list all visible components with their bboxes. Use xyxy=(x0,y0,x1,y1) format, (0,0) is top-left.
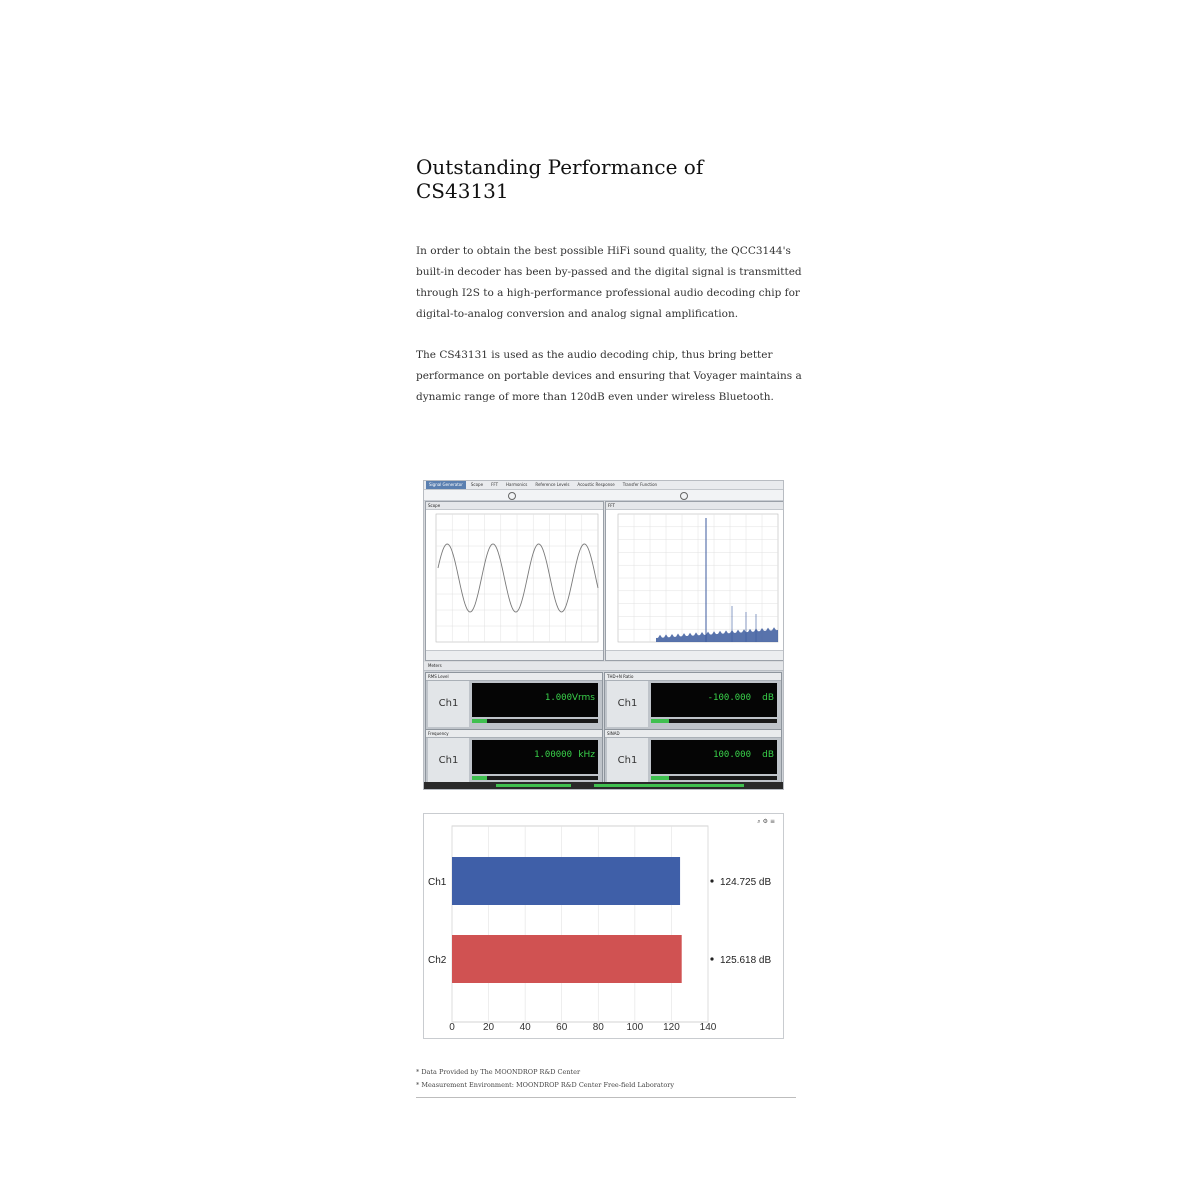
footnotes xyxy=(416,1066,796,1092)
tab-reference-levels[interactable]: Reference Levels xyxy=(535,482,570,487)
fft-pane xyxy=(605,501,784,661)
tab-harmonics[interactable]: Harmonics xyxy=(506,482,528,487)
tab-acoustic-response[interactable]: Acoustic Response xyxy=(577,482,615,487)
channel-label: Ch1 xyxy=(607,738,648,784)
meter-unit: dB xyxy=(762,693,774,703)
meter-title: THD+N Ratio xyxy=(605,673,781,681)
scope-plot xyxy=(426,510,603,650)
fft-pane-footer xyxy=(606,650,783,660)
record-icon[interactable] xyxy=(680,492,688,500)
meter-value: -100.000 xyxy=(707,693,751,703)
data-label-marker xyxy=(710,879,713,882)
data-label: 125.618 dB xyxy=(720,955,772,966)
divider-line xyxy=(416,1097,796,1098)
meters-toolbar: Meters xyxy=(424,662,784,671)
x-tick-label: 0 xyxy=(449,1022,455,1033)
data-label-marker xyxy=(710,957,713,960)
fft-plot xyxy=(606,510,783,650)
analyzer-tabbar xyxy=(424,481,784,490)
channel-label: Ch1 xyxy=(428,681,469,727)
fft-pane-title: FFT xyxy=(606,502,783,510)
level-bar xyxy=(651,719,777,723)
bar-chart-svg xyxy=(424,814,783,1038)
level-fill xyxy=(472,719,487,723)
meter-value: 1.000 xyxy=(544,693,572,703)
channel-label: Ch1 xyxy=(607,681,648,727)
status-segment xyxy=(594,784,744,787)
x-tick-label: 100 xyxy=(626,1022,644,1033)
analyzer-toolbar xyxy=(424,490,783,501)
channel-label: Ch1 xyxy=(428,738,469,784)
meter-unit: kHz xyxy=(578,750,595,760)
scope-pane-footer xyxy=(426,650,603,660)
meter-value: 1.00000 xyxy=(534,750,572,760)
meter-rms-level xyxy=(425,672,603,730)
data-label: 124.725 dB xyxy=(720,877,772,888)
title-line-2: CS43131 xyxy=(416,179,509,203)
status-segment xyxy=(496,784,571,787)
category-label: Ch1 xyxy=(428,877,447,888)
category-label: Ch2 xyxy=(428,955,447,966)
footnote-measurement-environment: * Measurement Environment: MOONDROP R&D Center Free-field Laboratory xyxy=(416,1081,675,1089)
dynamic-range-chart xyxy=(423,813,784,1039)
x-tick-label: 40 xyxy=(519,1022,531,1033)
tab-signal-generator[interactable]: Signal Generator xyxy=(426,481,466,489)
x-tick-label: 60 xyxy=(556,1022,568,1033)
x-tick-label: 20 xyxy=(483,1022,495,1033)
level-bar xyxy=(651,776,777,780)
meter-title: SINAD xyxy=(605,730,781,738)
tab-fft[interactable]: FFT xyxy=(491,482,499,487)
level-fill xyxy=(472,776,487,780)
paragraph-1: In order to obtain the best possible HiFi sound quality, the QCC3144's built-in decoder has been by-passed and the digital signal is transmitted through I2S to a high-performance professional audio decoding chip for digital-to-analog conversion and analog signal amplification. xyxy=(416,245,802,320)
footnote-data-source: * Data Provided by The MOONDROP R&D Center xyxy=(416,1068,581,1076)
meters-panel xyxy=(424,662,783,789)
meter-thdn-ratio xyxy=(604,672,782,730)
meter-title: Frequency xyxy=(426,730,602,738)
record-icon[interactable] xyxy=(508,492,516,500)
plot-area xyxy=(452,826,708,1022)
x-tick-label: 120 xyxy=(663,1022,680,1033)
meter-readout xyxy=(651,740,777,774)
zoom-icon[interactable]: ⌕ xyxy=(757,818,763,825)
settings-icon[interactable]: ⚙ xyxy=(762,818,770,825)
paragraph-2: The CS43131 is used as the audio decoding chip, thus bring better performance on portable devices and ensuring that Voyager maintains a dynamic range of more than 120dB even under wireless Bluetooth. xyxy=(416,349,802,403)
scope-pane-title: Scope xyxy=(426,502,603,510)
tab-scope[interactable]: Scope xyxy=(470,482,484,487)
article-title xyxy=(416,155,811,203)
audio-analyzer-screenshot xyxy=(423,480,784,790)
meter-unit: dB xyxy=(762,750,774,760)
meter-frequency xyxy=(425,729,603,787)
x-tick-label: 140 xyxy=(699,1022,717,1033)
level-bar xyxy=(472,776,598,780)
meter-sinad xyxy=(604,729,782,787)
meter-readout xyxy=(651,683,777,717)
meter-value: 100.000 xyxy=(713,750,751,760)
meter-readout xyxy=(472,683,598,717)
meter-readout xyxy=(472,740,598,774)
meter-title: RMS Level xyxy=(426,673,602,681)
scope-pane xyxy=(425,501,604,661)
x-tick-label: 80 xyxy=(592,1022,604,1033)
bar-ch2 xyxy=(452,935,682,983)
level-fill xyxy=(651,776,669,780)
title-line-1: Outstanding Performance of xyxy=(416,155,704,179)
meter-unit: Vrms xyxy=(571,693,595,703)
meters-status-strip xyxy=(424,782,783,789)
article xyxy=(416,155,811,403)
tab-transfer-function[interactable]: Transfer Function xyxy=(622,482,658,487)
level-bar xyxy=(472,719,598,723)
menu-icon[interactable]: ≡ xyxy=(769,818,777,825)
bar-ch1 xyxy=(452,857,680,905)
level-fill xyxy=(651,719,669,723)
